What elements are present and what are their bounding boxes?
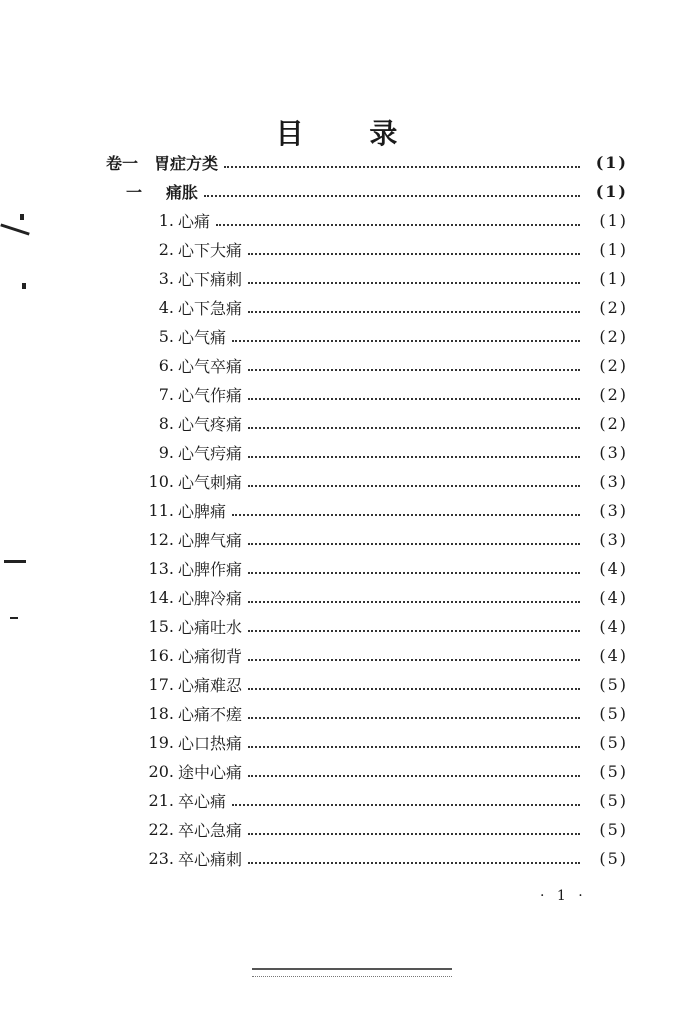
toc-entry: [130, 235, 628, 264]
toc-entry: [130, 264, 628, 293]
scan-mark: [4, 560, 26, 563]
toc-entry: [130, 322, 628, 351]
toc-entry-label: 心气作痛: [178, 386, 243, 405]
toc-entry-number: 8.: [158, 414, 174, 433]
toc-entry-number: 21.: [148, 791, 174, 810]
toc-entry: [130, 670, 628, 699]
toc-entry-page: (5): [599, 820, 628, 839]
dot-leader: [216, 224, 580, 226]
toc-entry: [130, 786, 628, 815]
toc-entry-page: (2): [599, 298, 628, 317]
toc-entry-label: 心痛: [178, 212, 211, 231]
toc-entry: [106, 148, 628, 177]
toc-entry-number: 卷一: [106, 154, 139, 173]
dot-leader: [248, 833, 580, 835]
dot-leader: [248, 601, 580, 603]
toc-entry-label: 胃症方类: [154, 154, 219, 173]
toc-entry-label: 卒心痛刺: [178, 850, 243, 869]
toc-entry-number: 11.: [148, 501, 174, 520]
scan-footer-artifact: [252, 968, 452, 977]
toc-entry-number: 23.: [148, 849, 174, 868]
toc-entry-label: 卒心急痛: [178, 821, 243, 840]
toc-entry-number: 6.: [158, 356, 174, 375]
toc-entry-label: 心脾气痛: [178, 531, 243, 550]
toc-entry-label: 心痛彻背: [178, 647, 243, 666]
toc-entry: [130, 728, 628, 757]
toc-entry: [130, 293, 628, 322]
dot-leader: [248, 427, 580, 429]
scan-mark: [10, 617, 18, 619]
toc-entry-page: (1): [599, 269, 628, 288]
toc-entry-page: (2): [599, 385, 628, 404]
toc-entry-label: 心痛难忍: [178, 676, 243, 695]
toc-entry-page: (5): [599, 849, 628, 868]
toc-entry: [130, 351, 628, 380]
toc-entry: [130, 641, 628, 670]
dot-leader: [248, 311, 580, 313]
dot-leader: [232, 514, 580, 516]
toc-entry-page: (5): [599, 675, 628, 694]
toc-entry-number: 9.: [158, 443, 174, 462]
toc-entry-page: (3): [599, 530, 628, 549]
toc-entry-number: 18.: [148, 704, 174, 723]
toc-entry: [130, 380, 628, 409]
dot-leader: [248, 543, 580, 545]
toc-entry: [130, 844, 628, 873]
toc-entry-number: 2.: [158, 240, 174, 259]
toc-entry-page: (5): [599, 733, 628, 752]
toc-entry-number: 16.: [148, 646, 174, 665]
dot-leader: [248, 862, 580, 864]
toc-entry: [130, 409, 628, 438]
toc-entry-label: 卒心痛: [178, 792, 227, 811]
dot-leader: [248, 717, 580, 719]
toc-entry: [130, 206, 628, 235]
toc-entry-number: 5.: [158, 327, 174, 346]
toc-entry-page: (1): [595, 153, 628, 172]
toc-entry-number: 4.: [158, 298, 174, 317]
toc-entry-page: (4): [599, 646, 628, 665]
dot-leader: [224, 166, 580, 168]
toc-entry-page: (1): [595, 182, 628, 201]
dot-leader: [248, 746, 580, 748]
toc-entry-page: (5): [599, 791, 628, 810]
toc-entry-label: 心脾作痛: [178, 560, 243, 579]
toc-entry-label: 心口热痛: [178, 734, 243, 753]
toc-entry-page: (2): [599, 414, 628, 433]
dot-leader: [232, 804, 580, 806]
toc-entry: [130, 699, 628, 728]
toc-entry-number: 10.: [148, 472, 174, 491]
toc-entry-page: (4): [599, 617, 628, 636]
toc-entry-page: (2): [599, 356, 628, 375]
toc-entry-label: 心气疼痛: [178, 415, 243, 434]
toc-entry-label: 心脾冷痛: [178, 589, 243, 608]
toc-entry-page: (3): [599, 501, 628, 520]
toc-entry-number: 7.: [158, 385, 174, 404]
toc-entry-page: (4): [599, 588, 628, 607]
dot-leader: [248, 398, 580, 400]
dot-leader: [248, 456, 580, 458]
page-title: 目 录: [275, 117, 426, 150]
toc-entry-label: 心痛吐水: [178, 618, 243, 637]
scan-mark: [22, 283, 26, 289]
scan-mark: [0, 223, 29, 235]
toc-entry-label: 心下痛刺: [178, 270, 243, 289]
dot-leader: [248, 775, 580, 777]
toc-entry-number: 一: [126, 183, 143, 202]
toc-entry: [130, 757, 628, 786]
dot-leader: [248, 659, 580, 661]
dot-leader: [204, 195, 580, 197]
toc-entry-label: 心气痛: [178, 328, 227, 347]
toc-entry: [130, 583, 628, 612]
toc-entry-page: (2): [599, 327, 628, 346]
scan-mark: [20, 214, 24, 220]
toc-entry: [130, 525, 628, 554]
toc-entry-label: 心气卒痛: [178, 357, 243, 376]
dot-leader: [248, 630, 580, 632]
toc-entry-number: 17.: [148, 675, 174, 694]
toc-entry: [130, 554, 628, 583]
toc-entry: [130, 438, 628, 467]
toc-entry: [130, 496, 628, 525]
toc-entry: [126, 177, 628, 206]
toc-entry: [130, 467, 628, 496]
toc-entry-page: (3): [599, 443, 628, 462]
toc-entry-number: 22.: [148, 820, 174, 839]
toc-entry: [130, 815, 628, 844]
toc-entry-label: 心气刺痛: [178, 473, 243, 492]
toc-entry-label: 心脾痛: [178, 502, 227, 521]
toc-entry-label: 心痛不瘥: [178, 705, 243, 724]
dot-leader: [248, 282, 580, 284]
toc-entry-number: 12.: [148, 530, 174, 549]
dot-leader: [248, 688, 580, 690]
toc-entry-label: 痛胀: [166, 183, 199, 202]
toc-entry-page: (5): [599, 762, 628, 781]
toc-entry-page: (3): [599, 472, 628, 491]
toc-entry-label: 心下大痛: [178, 241, 243, 260]
toc-entry-number: 19.: [148, 733, 174, 752]
toc-entry-label: 心下急痛: [178, 299, 243, 318]
toc-entry-label: 心气疞痛: [178, 444, 243, 463]
dot-leader: [248, 253, 580, 255]
toc-entry-number: 1.: [158, 211, 174, 230]
toc-entry-page: (5): [599, 704, 628, 723]
toc-entry-page: (1): [599, 211, 628, 230]
toc-entry-number: 3.: [158, 269, 174, 288]
dot-leader: [248, 572, 580, 574]
toc-entry-page: (1): [599, 240, 628, 259]
toc-entry: [130, 612, 628, 641]
toc-entry-label: 途中心痛: [178, 763, 243, 782]
dot-leader: [232, 340, 580, 342]
toc-entry-number: 13.: [148, 559, 174, 578]
dot-leader: [248, 369, 580, 371]
page-number: · 1 ·: [540, 888, 587, 904]
dot-leader: [248, 485, 580, 487]
toc-entry-page: (4): [599, 559, 628, 578]
toc-entry-number: 15.: [148, 617, 174, 636]
toc-entry-number: 20.: [148, 762, 174, 781]
toc-entry-number: 14.: [148, 588, 174, 607]
